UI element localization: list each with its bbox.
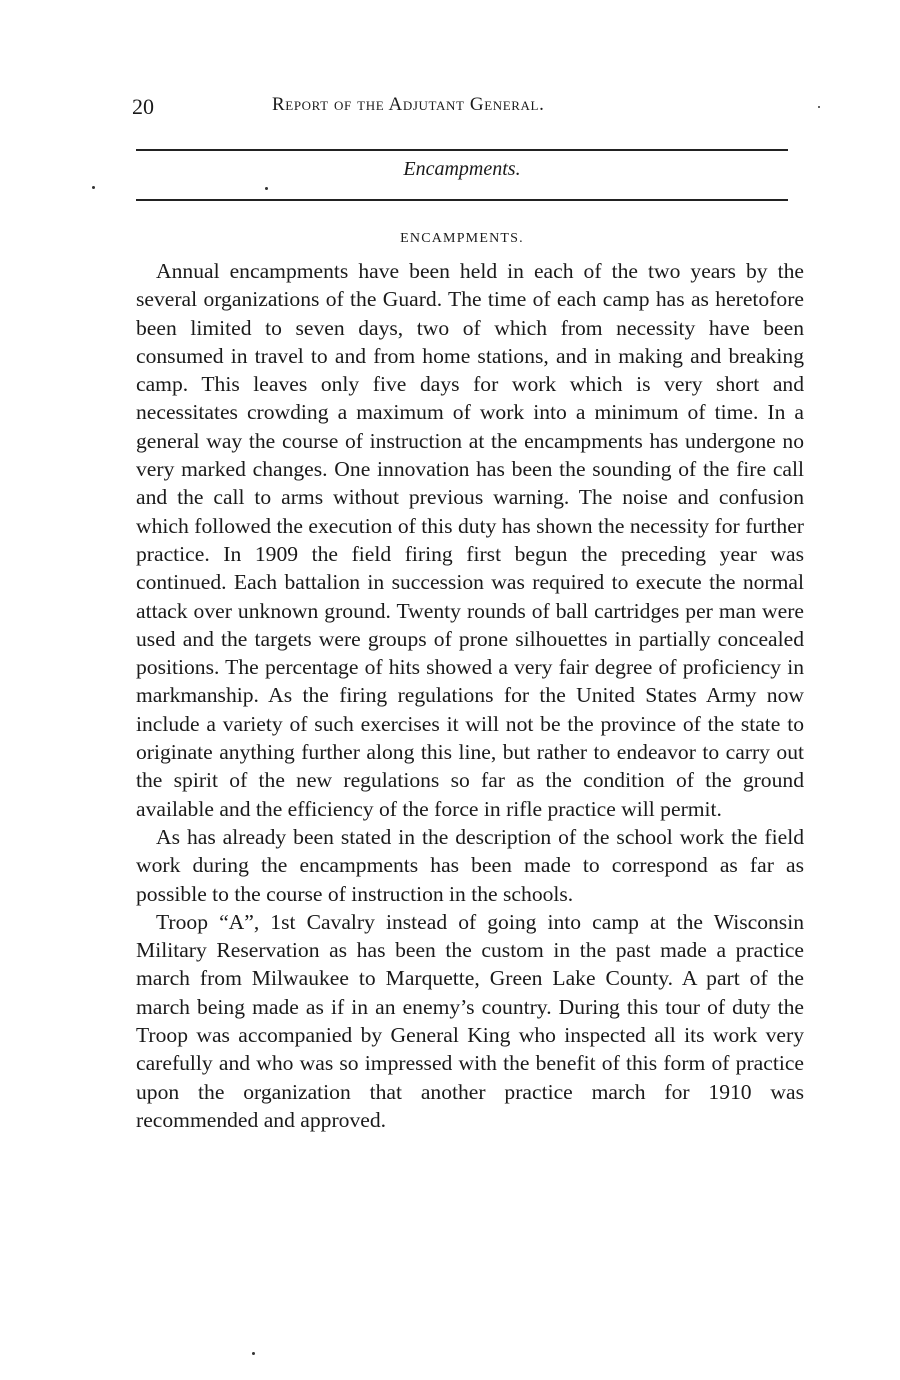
speck (818, 106, 820, 108)
article-body (136, 257, 804, 1134)
speck (252, 1352, 255, 1355)
paragraph: As has already been stated in the description of the school work the field work during the encampments has been made to correspond as far as possible to the course of instruction in the schools. (136, 824, 804, 906)
paragraph: Troop “A”, 1st Cavalry instead of going into camp at the Wisconsin Military Reservation as has been the custom in the past made a practice march from Milwaukee to Marquette, Green Lake County. A part of the march being made as if in an enemy’s country. During this tour of duty the Troop was accompanied by General King who inspected all its work very carefully and who was so impressed with the benefit of this form of practice upon the organization that another practice march for 1910 was recommended and approved. (136, 909, 804, 1132)
bottom-rule (136, 199, 788, 201)
page-header (132, 86, 792, 126)
speck (92, 186, 95, 189)
paragraph: Annual encampments have been held in each of the two years by the several organizations of the Guard. The time of each camp has as heretofore been limited to seven days, two of which from necessity have been consumed in travel to and from home stations, and in making and breaking camp. This leaves only five days for work which is very short and necessitates crowding a maximum of work into a minimum of time. In a general way the course of instruction at the encampments has undergone no very marked changes. One innovation has been the sounding of the fire call and the call to arms without previous warning. The noise and confusion which followed the execution of this duty has shown the necessity for further practice. In 1909 the field firing first begun the preceding year was continued. Each battalion in succession was required to execute the normal attack over unknown ground. Twenty rounds of ball cartridges per man were used and the targets were groups of prone silhouettes in partially concealed positions. The percentage of hits showed a very fair degree of proficiency in markmanship. As the firing regulations for the United States Army now include a variety of such exercises it will not be the province of the state to originate anything further along this line, but rather to endeavor to carry out the spirit of the new regulations so far as the condition of the ground available and the efficiency of the force in rifle practice will permit. (136, 259, 804, 821)
article-title: ENCAMPMENTS. (400, 231, 524, 246)
page-number: 20 (132, 94, 154, 119)
speck (265, 187, 268, 190)
running-title: Report of the Adjutant General. (272, 94, 545, 115)
section-heading: Encampments. (403, 158, 521, 180)
top-rule (136, 149, 788, 151)
